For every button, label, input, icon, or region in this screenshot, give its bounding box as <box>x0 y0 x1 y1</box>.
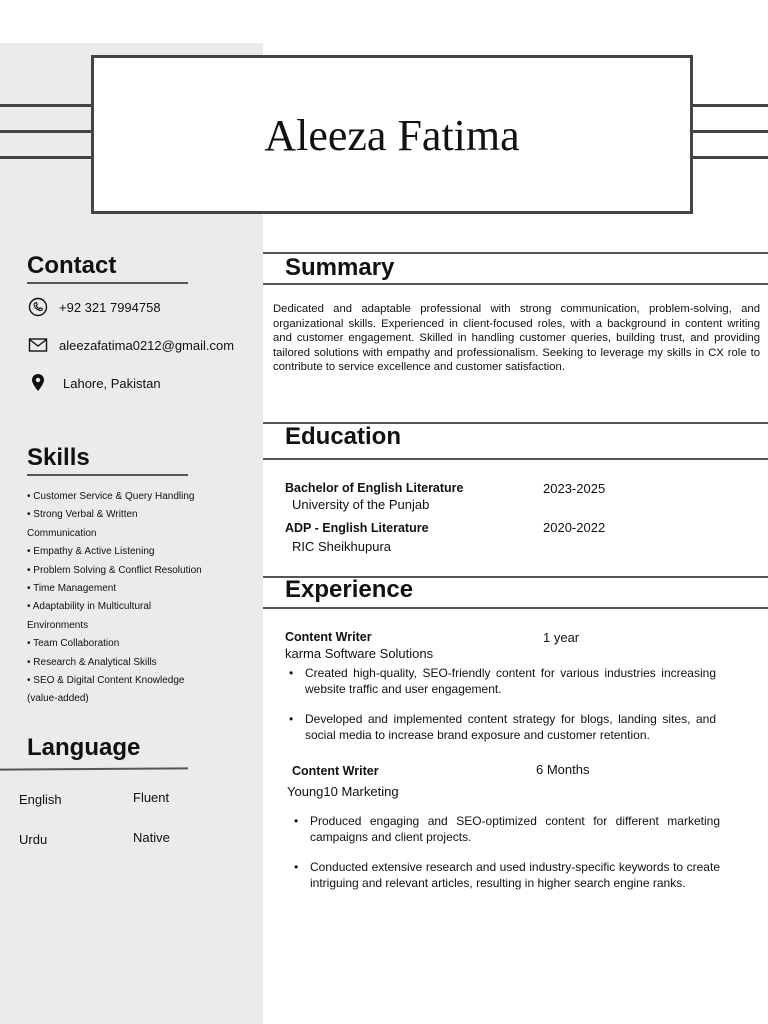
language-heading: Language <box>27 734 141 761</box>
experience-heading: Experience <box>285 576 414 603</box>
location-text: Lahore, Pakistan <box>63 375 161 391</box>
language-level: Native <box>133 830 170 845</box>
education-institution: RIC Sheikhupura <box>292 539 391 554</box>
skill-item: • Adaptability in Multicultural Environments <box>27 601 152 631</box>
job-title: Content Writer <box>292 764 379 778</box>
summary-heading: Summary <box>285 254 395 281</box>
list-item: • Conducted extensive research and used industry-specific keywords to create intriguing and relevant articles, resulting in higher search engine ranks. <box>290 860 720 891</box>
education-years: 2023-2025 <box>543 481 606 496</box>
header-decoration-line <box>0 104 93 107</box>
skill-item: • Customer Service & Query Handling <box>27 491 195 502</box>
skills-list <box>27 488 247 709</box>
header-decoration-line <box>688 156 768 159</box>
job-responsibilities <box>290 814 720 906</box>
education-degree: ADP - English Literature <box>285 521 429 535</box>
phone-icon <box>27 296 49 318</box>
skill-item: • Research & Analytical Skills <box>27 656 157 668</box>
header-decoration-line <box>688 104 768 107</box>
location-pin-icon <box>27 372 49 394</box>
summary-bottom-rule <box>263 283 768 285</box>
job-company: karma Software Solutions <box>285 646 434 661</box>
name-header-box <box>91 55 693 214</box>
education-institution: University of the Punjab <box>292 497 430 512</box>
header-decoration-line <box>0 130 93 133</box>
skill-item: • Team Collaboration <box>27 638 120 650</box>
skill-item: • Strong Verbal & Written Communication <box>27 509 138 539</box>
education-bottom-rule <box>263 458 768 460</box>
job-company: Young10 Marketing <box>287 784 399 799</box>
education-degree: Bachelor of English Literature <box>285 481 464 495</box>
skill-item: • Problem Solving & Conflict Resolution <box>27 564 202 576</box>
skills-divider <box>27 474 188 476</box>
education-heading: Education <box>285 423 402 450</box>
skill-item: • Empathy & Active Listening <box>27 546 155 558</box>
job-responsibilities <box>285 666 716 758</box>
list-item: • Produced engaging and SEO-optimized content for different marketing campaigns and client projects. <box>290 814 720 845</box>
experience-bottom-rule <box>263 607 768 609</box>
job-duration: 6 Months <box>536 762 590 777</box>
job-title: Content Writer <box>285 630 372 644</box>
skill-item: • SEO & Digital Content Knowledge (value-added) <box>27 675 185 705</box>
summary-text: Dedicated and adaptable professional with strong communication, problem-solving, and organizational skills. Experienced in client-focused roles, with a background in content writing and customer engagement. Skilled in handling customer queries, building trust, and providing tailored solutions with empathy and professionalism. Seeking to leverage my skills in CX role to contribute to service excellence and customer satisfaction. <box>273 303 760 374</box>
candidate-name: Aleeza Fatima <box>264 111 520 160</box>
language-name: Urdu <box>19 832 48 847</box>
contact-divider <box>27 282 188 284</box>
job-duration: 1 year <box>543 630 580 645</box>
email-address[interactable]: aleezafatima0212@gmail.com <box>59 337 235 353</box>
language-name: English <box>19 792 62 807</box>
contact-location-row <box>27 372 161 394</box>
list-item: • Developed and implemented content strategy for blogs, landing sites, and social media to increase brand exposure and customer retention. <box>285 712 716 743</box>
skills-heading: Skills <box>27 444 90 471</box>
language-level: Fluent <box>133 790 170 805</box>
phone-number[interactable]: +92 321 7994758 <box>59 299 161 315</box>
education-years: 2020-2022 <box>543 520 606 535</box>
header-decoration-line <box>0 156 93 159</box>
contact-email-row <box>27 334 234 356</box>
mail-icon <box>27 334 49 356</box>
contact-heading: Contact <box>27 252 117 279</box>
list-item: • Created high-quality, SEO-friendly content for various industries increasing website traffic and user engagement. <box>285 666 716 697</box>
header-decoration-line <box>688 130 768 133</box>
skill-item: • Time Management <box>27 583 117 595</box>
contact-phone-row <box>27 296 161 318</box>
